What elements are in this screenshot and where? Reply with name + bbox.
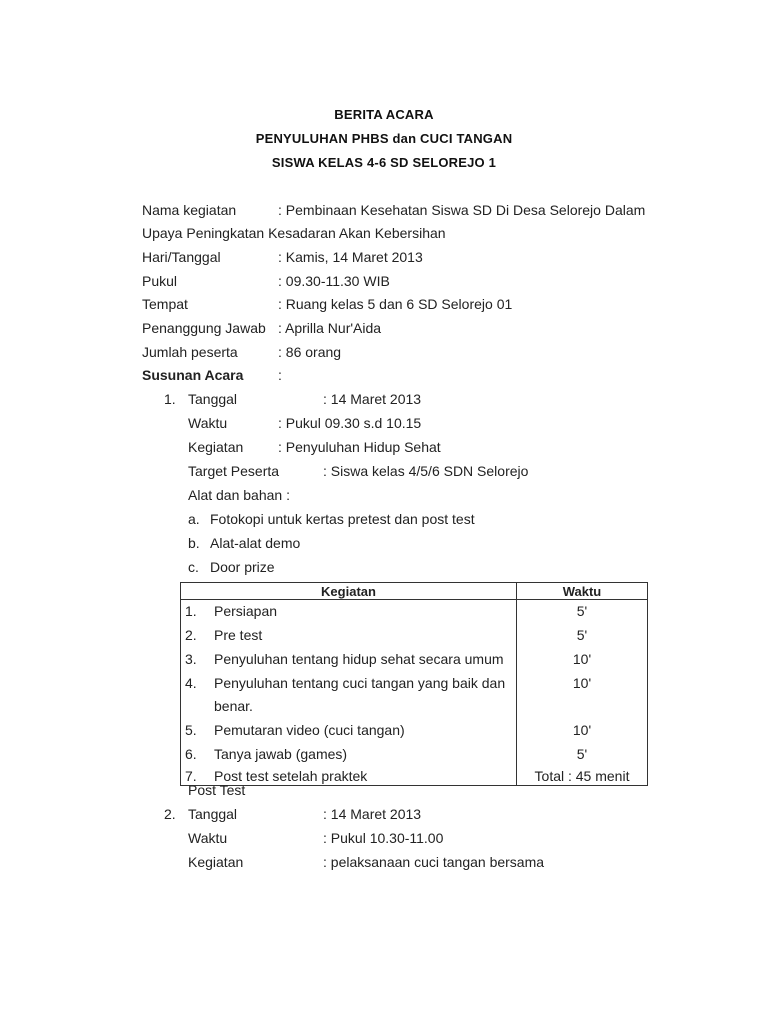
item2-kegiatan-label: Kegiatan (188, 854, 244, 870)
alat-item-letter: c. (188, 559, 199, 575)
alat-item-text: Alat-alat demo (210, 535, 301, 551)
item2-waktu-label: Waktu (188, 830, 228, 846)
item2-tanggal-label: Tanggal (188, 806, 238, 822)
item1-target-label: Target Peserta (188, 463, 280, 479)
table-row (181, 624, 648, 648)
kegiatan-table (180, 582, 648, 786)
nama-kegiatan-label: Nama kegiatan (142, 202, 237, 218)
penanggung-jawab-label: Penanggung Jawab (142, 320, 266, 336)
document-subtitle: PENYULUHAN PHBS dan CUCI TANGAN (255, 131, 513, 146)
row-number: 7. (185, 768, 197, 784)
row-kegiatan: Pre test (214, 627, 263, 643)
row-kegiatan: Post test setelah praktek (214, 768, 368, 784)
row-waktu: 10' (517, 719, 648, 743)
table-header-kegiatan: Kegiatan (181, 583, 517, 600)
alat-item-letter: b. (188, 535, 200, 551)
table-row (181, 743, 648, 767)
document-title: BERITA ACARA (334, 107, 434, 122)
jumlah-peserta-label: Jumlah peserta (142, 344, 238, 360)
item1-tanggal-label: Tanggal (188, 391, 238, 407)
susunan-acara-colon: : (278, 367, 282, 383)
row-number: 2. (185, 627, 197, 643)
alat-item-text: Fotokopi untuk kertas pretest dan post test (210, 511, 475, 527)
table-header-waktu: Waktu (517, 583, 648, 600)
tempat-label: Tempat (142, 296, 188, 312)
row-kegiatan: Tanya jawab (games) (214, 746, 348, 762)
row-number: 1. (185, 603, 197, 619)
row-waktu: 5' (517, 624, 648, 648)
item1-tanggal-value: : 14 Maret 2013 (323, 391, 422, 407)
item2-tanggal-value: : 14 Maret 2013 (323, 806, 422, 822)
table-row (181, 672, 648, 719)
row-number: 3. (185, 651, 197, 667)
row-kegiatan: Persiapan (214, 603, 278, 619)
alat-item-text: Door prize (210, 559, 275, 575)
hari-value: : Kamis, 14 Maret 2013 (278, 249, 423, 265)
row-kegiatan-cont: benar. (214, 698, 253, 714)
nama-kegiatan-value: : Pembinaan Kesehatan Siswa SD Di Desa Selorejo Dalam (278, 202, 646, 218)
row-waktu: Total : 45 menit (517, 767, 648, 786)
item1-kegiatan-value: : Penyuluhan Hidup Sehat (278, 439, 441, 455)
row-kegiatan: Pemutaran video (cuci tangan) (214, 722, 405, 738)
penanggung-jawab-value: : Aprilla Nur'Aida (278, 320, 382, 336)
item1-kegiatan-label: Kegiatan (188, 439, 244, 455)
item2-kegiatan-value: : pelaksanaan cuci tangan bersama (323, 854, 545, 870)
row-kegiatan: Penyuluhan tentang cuci tangan yang baik dan (214, 675, 506, 691)
row-waktu: 5' (517, 600, 648, 625)
hari-label: Hari/Tanggal (142, 249, 221, 265)
item1-waktu-value: : Pukul 09.30 s.d 10.15 (278, 415, 422, 431)
item2-waktu-value: : Pukul 10.30-11.00 (323, 830, 444, 846)
item1-target-value: : Siswa kelas 4/5/6 SDN Selorejo (323, 463, 529, 479)
row-waktu: 5' (517, 743, 648, 767)
item2-number: 2. (164, 806, 176, 822)
pukul-label: Pukul (142, 273, 178, 289)
row-number: 6. (185, 746, 197, 762)
alat-item-letter: a. (188, 511, 200, 527)
row-number: 4. (185, 675, 197, 691)
susunan-acara-label: Susunan Acara (142, 367, 244, 383)
tempat-value: : Ruang kelas 5 dan 6 SD Selorejo 01 (278, 296, 513, 312)
post-test-label: Post Test (188, 782, 246, 798)
nama-kegiatan-cont: Upaya Peningkatan Kesadaran Akan Kebersihan (142, 225, 446, 241)
item1-number: 1. (164, 391, 176, 407)
row-waktu: 10' (517, 672, 648, 719)
pukul-value: : 09.30-11.30 WIB (278, 273, 390, 289)
document-subtitle-2: SISWA KELAS 4-6 SD SELOREJO 1 (271, 155, 497, 170)
table-row (181, 648, 648, 672)
table-row (181, 600, 648, 625)
row-waktu: 10' (517, 648, 648, 672)
jumlah-peserta-value: : 86 orang (278, 344, 342, 360)
table-row (181, 767, 648, 786)
table-row (181, 719, 648, 743)
item1-waktu-label: Waktu (188, 415, 228, 431)
item1-alat-label: Alat dan bahan : (188, 487, 290, 503)
row-kegiatan: Penyuluhan tentang hidup sehat secara umum (214, 651, 504, 667)
row-number: 5. (185, 722, 197, 738)
